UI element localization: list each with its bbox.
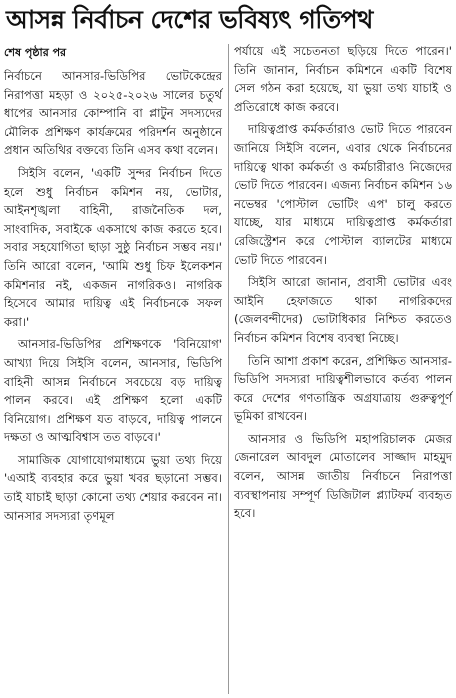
headline: আসন্ন নির্বাচন দেশের ভবিষ্যৎ গতিপথ — [6, 5, 373, 34]
left-column — [4, 42, 222, 529]
column-divider — [228, 44, 229, 694]
paragraph: পর্যায়ে এই সচেতনতা ছড়িয়ে দিতে পারেন।' তিনি জানান, নির্বাচন কমিশনে একটি বিশেষ সেল গঠন করা হয়েছে, যা ভুয়া তথ্য যাচাই ও প্রতিরোধে কাজ করবে। — [234, 44, 452, 114]
paragraph: আনসার ও ভিডিপি মহাপরিচালক মেজর জেনারেল আবদুল মোতালেব সাজ্জাদ মাহমুদ বলেন, আসন্ন জাতীয় নির্বাচনে নিরাপত্তা ব্যবস্থাপনায় সম্পূর্ণ ডিজিটাল প্ল্যাটফর্ম ব্যবহৃত হবে। — [234, 431, 452, 521]
continuation-kicker: শেষ পৃষ্ঠার পর — [4, 46, 67, 59]
paragraph: তিনি আশা প্রকাশ করেন, প্রশিক্ষিত আনসার-ভিডিপি সদস্যরা দায়িত্বশীলভাবে কর্তব্য পালন করে দেশের গণতান্ত্রিক অগ্রযাত্রায় গুরুত্বপূর্ণ ভূমিকা রাখবেন। — [234, 353, 452, 424]
right-column — [234, 42, 452, 527]
paragraph: সামাজিক যোগাযোগমাধ্যমে ভুয়া তথ্য দিয়ে 'এআই ব্যবহার করে ভুয়া খবর ছড়ানো সম্ভব। তাই যাচাই ছাড়া কোনো তথ্য শেয়ার করবেন না। আনসার সদস্যরা তৃণমূল — [4, 452, 222, 523]
paragraph: আনসার-ভিডিপির প্রশিক্ষণকে 'বিনিয়োগ' আখ্যা দিয়ে সিইসি বলেন, আনসার, ভিডিপি বাহিনী আসন্ন নির্বাচনে সবচেয়ে বড় দায়িত্ব পালন করবে। এই প্রশিক্ষণ হলো একটি বিনিয়োগ। প্রশিক্ষণ যত বাড়বে, দায়িত্ব পালনে দক্ষতা ও আত্মবিশ্বাস তত বাড়বে।' — [4, 337, 222, 445]
paragraph: নির্বাচনে আনসার-ভিডিপির ভোটকেন্দ্রের নিরাপত্তা মহড়া ও ২০২৫-২০২৬ সালের চতুর্থ ধাপের আনসার কোম্পানি বা প্লাটুন সদস্যদের মৌলিক প্রশিক্ষণ কার্যক্রমের পরিদর্শন অনুষ্ঠানে প্রধান অতিথির বক্তব্যে তিনি এসব কথা বলেন। — [4, 69, 222, 158]
paragraph: সিইসি বলেন, 'একটি সুন্দর নির্বাচন দিতে হলে শুধু নির্বাচন কমিশন নয়, ভোটার, আইনশৃঙ্খলা বাহিনী, রাজনৈতিক দল, সাংবাদিক, সবাইকে একসাথে কাজ করতে হবে। সবার সহযোগিতা ছাড়া সুষ্ঠু নির্বাচন সম্ভব নয়।' তিনি আরো বলেন, 'আমি শুধু চিফ ইলেকশন কমিশনার নই, একজন নাগরিকও। নাগরিক হিসেবে আমার দায়িত্ব এই নির্বাচনকে সফল করা।' — [4, 165, 222, 329]
paragraph: সিইসি আরো জানান, প্রবাসী ভোটার এবং আইনি হেফাজতে থাকা নাগরিকদের (জেলবন্দীদের) ভোটাধিকার নিশ্চিত করতেও নির্বাচন কমিশন বিশেষ ব্যবস্থা নিচ্ছে। — [234, 275, 452, 345]
paragraph: দায়িত্বপ্রাপ্ত কর্মকর্তারাও ভোট দিতে পারবেন জানিয়ে সিইসি বলেন, এবার থেকে নির্বাচনের দায়িত্বে থাকা কর্মকর্তা ও কর্মচারীরাও নিজেদের ভোট দিতে পারবেন। এজন্য নির্বাচন কমিশন ১৬ নভেম্বর 'পোস্টাল ভোটিং এপ' চালু করতে যাচ্ছে, যার মাধ্যমে দায়িত্বপ্রাপ্ত কর্মকর্তারা রেজিস্ট্রেশন করে পোস্টাল ব্যালটের মাধ্যমে ভোট দিতে পারবেন। — [234, 122, 452, 267]
